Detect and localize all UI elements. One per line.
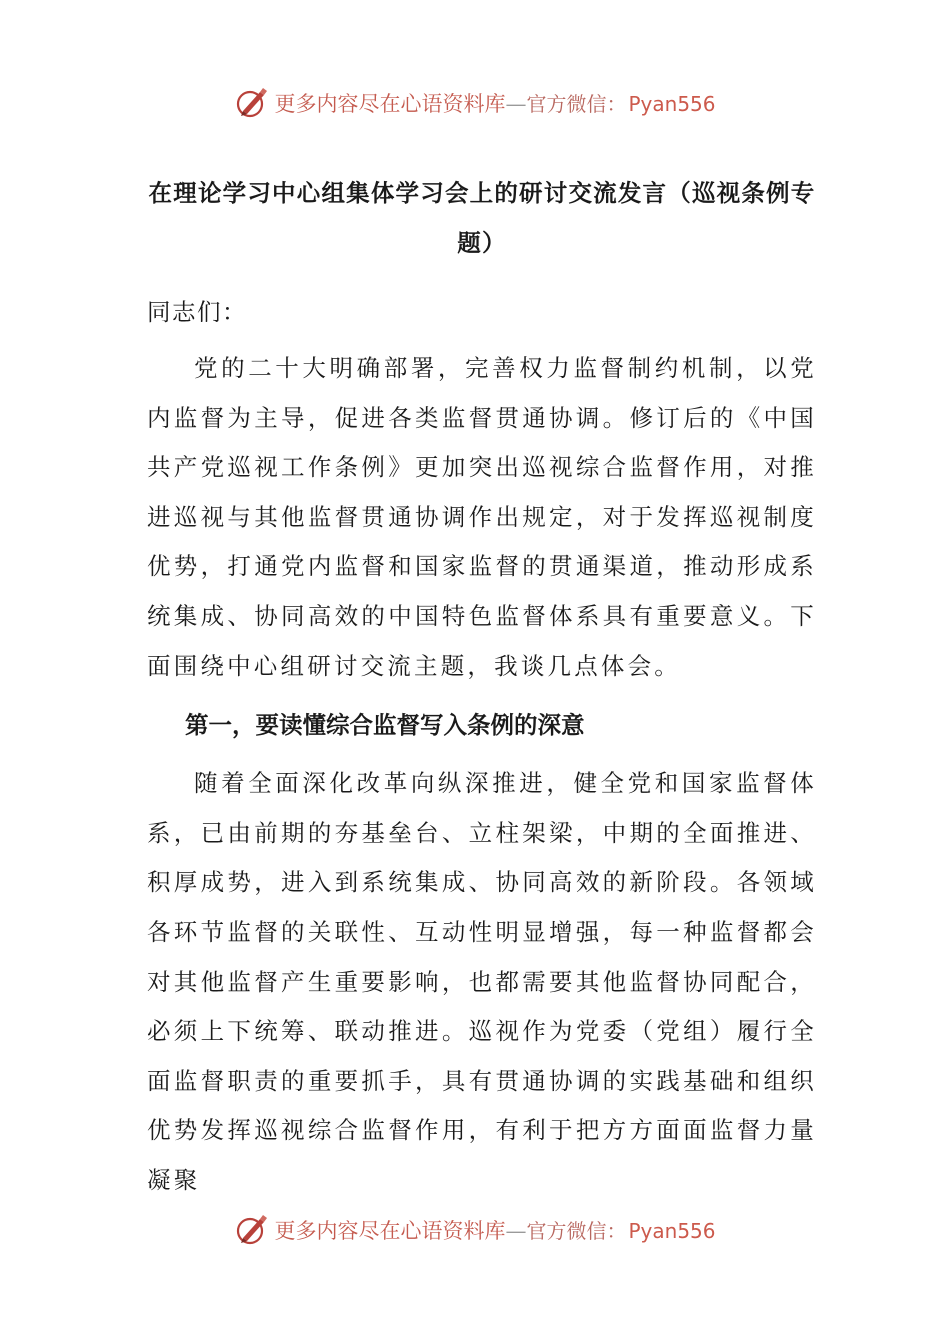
pen-logo-icon [234, 1212, 270, 1248]
header-wechat-id: Pyan556 [628, 92, 716, 116]
paragraph-2: 随着全面深化改革向纵深推进，健全党和国家监督体系，已由前期的夯基垒台、立柱架梁，中期的全面推进、积厚成势，进入到系统集成、协同高效的新阶段。各领域各环节监督的关联性、互动性明显增强，每一种监督都会对其他监督产生重要影响，也都需要其他监督协同配合，必须上下统筹、联动推进。巡视作为党委（党组）履行全面监督职责的重要抓手，具有贯通协调的实践基础和组织优势发挥巡视综合监督作用，有利于把方方面面监督力量凝聚 [147, 769, 817, 1194]
footer-banner [0, 1210, 950, 1250]
pen-logo-icon [234, 85, 270, 121]
header-main-text: 更多内容尽在心语资料库 [274, 92, 506, 116]
section-1-heading: 第一，要读懂综合监督写入条例的深意 [185, 711, 585, 740]
header-banner [0, 83, 950, 123]
header-label: 官方微信： [526, 92, 627, 116]
footer-main-text: 更多内容尽在心语资料库 [274, 1219, 506, 1243]
header-banner-text [274, 88, 715, 118]
footer-banner-text [274, 1215, 715, 1245]
document-body [147, 168, 817, 1206]
document-title: 在理论学习中心组集体学习会上的研讨交流发言（巡视条例专题） [148, 179, 816, 257]
footer-wechat-id: Pyan556 [628, 1219, 716, 1243]
footer-label: 官方微信： [526, 1219, 627, 1243]
paragraph-1: 党的二十大明确部署，完善权力监督制约机制，以党内监督为主导，促进各类监督贯通协调。修订后的《中国共产党巡视工作条例》更加突出巡视综合监督作用，对推进巡视与其他监督贯通协调作出规定，对于发挥巡视制度优势，打通党内监督和国家监督的贯通渠道，推动形成系统集成、协同高效的中国特色监督体系具有重要意义。下面围绕中心组研讨交流主题，我谈几点体会。 [147, 354, 817, 680]
footer-separator: — [505, 1219, 527, 1243]
header-separator: — [505, 92, 527, 116]
greeting: 同志们： [147, 298, 247, 326]
